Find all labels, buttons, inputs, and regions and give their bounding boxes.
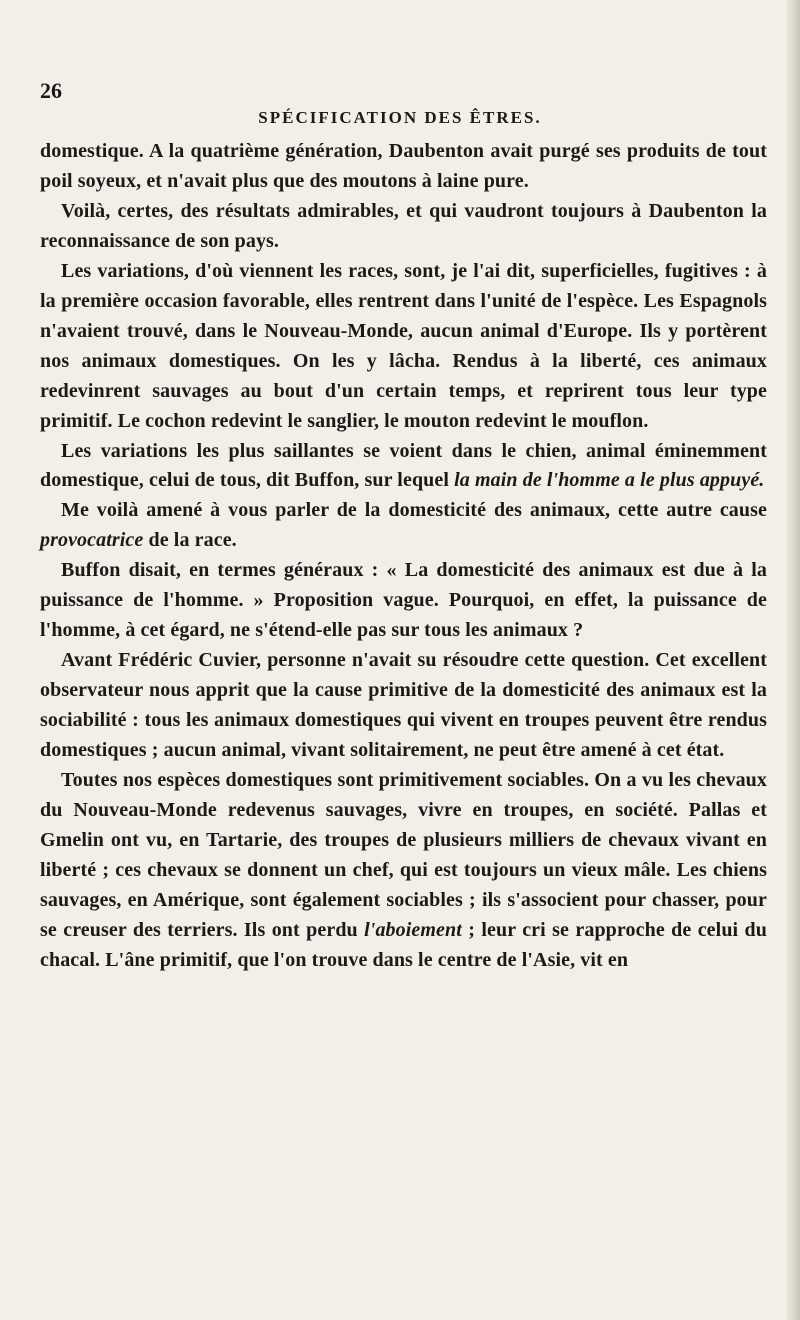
text-run: Avant Frédéric Cuvier, personne n'avait su résoudre cette question. Cet excellent observateur nous apprit que la cause primitive de la domesticité des animaux est la sociabilité : tous les animaux domestiques qui vivent en troupes peuvent être rendus domestiques ; aucun animal, vivant solitairement, ne peut être amené à cet état. bbox=[40, 649, 767, 762]
paragraph bbox=[40, 257, 767, 437]
page-edge-shadow bbox=[786, 0, 800, 1320]
page-number: 26 bbox=[40, 78, 62, 103]
italic-text: provocatrice bbox=[40, 529, 144, 552]
text-run: de la race. bbox=[143, 529, 237, 552]
text-run: Toutes nos espèces domestiques sont primitivement sociables. On a vu les chevaux du Nouveau-Monde redevenus sauvages, vivre en troupes, en société. Pallas et Gmelin ont vu, en Tartarie, des troupes de plusieurs milliers de chevaux vivant en liberté ; ces chevaux se donnent un chef, qui est toujours un vieux mâle. Les chiens sauvages, en Amérique, sont également sociables ; ils s'associent pour chasser, pour se creuser des terriers. Ils ont perdu bbox=[40, 769, 767, 941]
text-run: Me voilà amené à vous parler de la domesticité des animaux, cette autre cause bbox=[61, 499, 767, 522]
body-text bbox=[40, 137, 767, 976]
paragraph bbox=[40, 766, 767, 976]
paragraph bbox=[40, 197, 767, 257]
text-run: Les variations, d'où viennent les races, sont, je l'ai dit, superficielles, fugitives : à la première occasion favorable, elles rentrent dans l'unité de l'espèce. Les Espagnols n'avaient trouvé, dans le Nouveau-Monde, aucun animal d'Europe. Ils y portèrent nos animaux domestiques. On les y lâcha. Rendus à la liberté, ces animaux redevinrent sauvages au bout d'un certain temps, et reprirent tous leur type primitif. Le cochon redevint le sanglier, le mouton redevint le mouflon. bbox=[40, 259, 767, 432]
text-run: ; leur cri se rapproche de celui du chacal. L'âne primitif, que l'on trouve dans le centre de l'Asie, vit en bbox=[40, 918, 767, 971]
paragraph bbox=[40, 437, 767, 497]
paragraph bbox=[40, 496, 767, 556]
running-head: SPÉCIFICATION DES ÊTRES. bbox=[258, 108, 542, 127]
text-run: Buffon disait, en termes généraux : « La domesticité des animaux est due à la puissance de l'homme. » Proposition vague. Pourquoi, en effet, la puissance de l'homme, à cet égard, ne s'étend-elle pas sur tous les animaux ? bbox=[40, 559, 767, 642]
italic-text: l'aboiement bbox=[364, 918, 462, 941]
paragraph bbox=[40, 137, 767, 197]
paragraph bbox=[40, 556, 767, 646]
text-run: Les variations les plus saillantes se voient dans le chien, animal éminemment domestique, celui de tous, dit Buffon, sur lequel bbox=[40, 439, 767, 492]
italic-text: la main de l'homme a le plus appuyé. bbox=[454, 469, 765, 492]
text-run: domestique. A la quatrième génération, Daubenton avait purgé ses produits de tout poil soyeux, et n'avait plus que des moutons à laine pure. bbox=[40, 140, 767, 192]
text-run: Voilà, certes, des résultats admirables, et qui vaudront toujours à Daubenton la reconnaissance de son pays. bbox=[40, 199, 767, 252]
paragraph bbox=[40, 646, 767, 766]
